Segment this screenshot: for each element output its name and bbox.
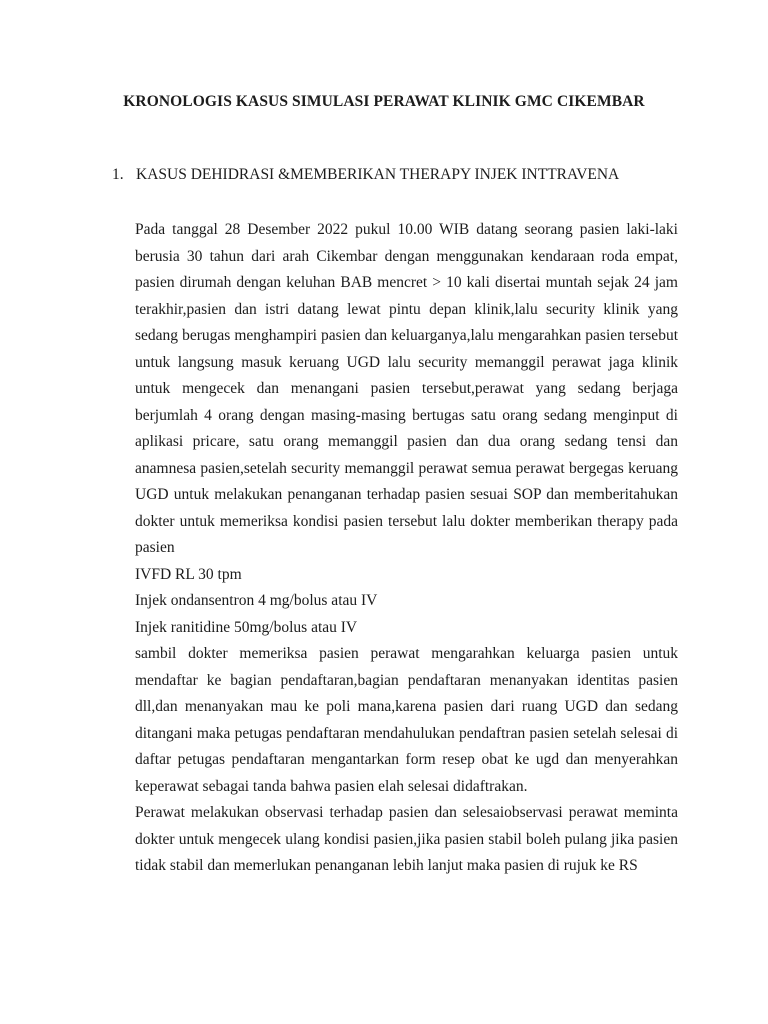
section-number: 1. — [112, 166, 124, 183]
paragraph-chronology: Pada tanggal 28 Desember 2022 pukul 10.00 WIB datang seorang pasien laki-laki berusia 30 tahun dari arah Cikembar dengan menggunakan kendaraan roda empat, pasien dirumah dengan keluhan BAB mencret > 10 kali disertai muntah sejak 24 jam terakhir,pasien dan istri datang lewat pintu depan klinik,lalu security klinik yang sedang berugas menghampiri pasien dan keluarganya,lalu mengarahkan pasien tersebut untuk langsung masuk keruang UGD lalu security memanggil perawat jaga klinik untuk mengecek dan menangani pasien tersebut,perawat yang sedang berjaga berjumlah 4 orang dengan masing-masing bertugas satu orang sedang menginput di aplikasi pricare, satu orang memanggil pasien dan dua orang sedang tensi dan anamnesa pasien,setelah security memanggil perawat semua perawat bergegas keruang UGD untuk melakukan penanganan terhadap pasien sesuai SOP dan memberitahukan dokter untuk memeriksa kondisi pasien tersebut lalu dokter memberikan therapy pada pasien — [135, 221, 678, 556]
paragraph-observation: Perawat melakukan observasi terhadap pasien dan selesaiobservasi perawat meminta dokter untuk mengecek ulang kondisi pasien,jika pasien stabil boleh pulang jika pasien tidak stabil dan memerlukan penanganan lebih lanjut maka pasien di rujuk ke RS — [135, 804, 678, 874]
section-heading-text: KASUS DEHIDRASI &MEMBERIKAN THERAPY INJEK INTTRAVENA — [136, 166, 620, 183]
therapy-line-ondansentron: Injek ondansentron 4 mg/bolus atau IV — [135, 592, 378, 609]
section-heading — [112, 166, 619, 184]
therapy-line-ivfd: IVFD RL 30 tpm — [135, 565, 242, 583]
document-body — [135, 217, 678, 880]
therapy-line-ranitidine: Injek ranitidine 50mg/bolus atau IV — [135, 618, 358, 636]
document-title: KRONOLOGIS KASUS SIMULASI PERAWAT KLINIK GMC CIKEMBAR — [123, 93, 645, 110]
paragraph-registration: sambil dokter memeriksa pasien perawat mengarahkan keluarga pasien untuk mendaftar ke bagian pendaftaran,bagian pendaftaran menanyakan identitas pasien dll,dan menanyakan mau ke poli mana,karena pasien dari ruang UGD dan sedang ditangani maka petugas pendaftaran mendahulukan pendaftran pasien setelah selesai di daftar petugas pendaftaran mengantarkan form resep obat ke ugd dan menyerahkan keperawat sebagai tanda bahwa pasien elah selesai didaftrakan. — [135, 645, 678, 795]
